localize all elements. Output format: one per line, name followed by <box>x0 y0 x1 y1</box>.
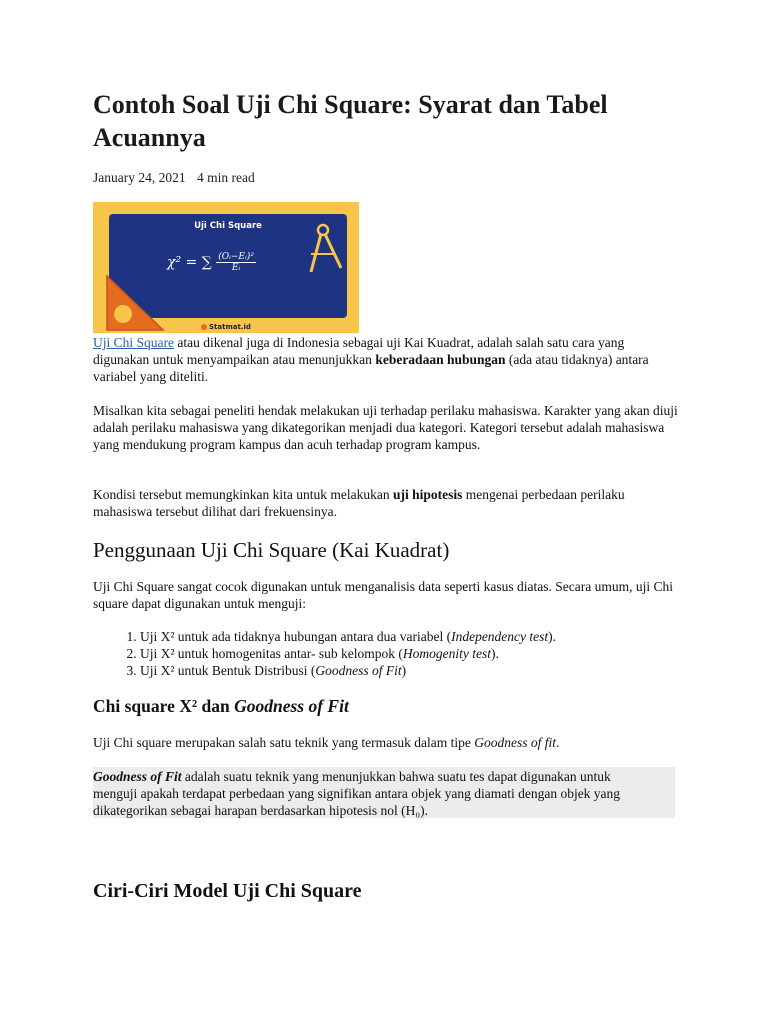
list-item-text: Uji X² untuk ada tidaknya hubungan antara dua variabel ( <box>140 629 452 644</box>
list-item <box>140 662 556 679</box>
intro-bold: keberadaan hubungan <box>375 352 506 367</box>
usage-intro: Uji Chi Square sangat cocok digunakan untuk menganalisis data seperti kasus diatas. Secara umum, uji Chi square dapat digunakan untuk menguji: <box>93 579 673 611</box>
p3-bold: uji hipotesis <box>392 487 463 502</box>
list-item-italic: Goodness of Fit <box>315 663 402 678</box>
intro-text-end: (ada atau tidaknya) antara variabel yang diteliti. <box>93 352 649 384</box>
p3-text: Kondisi tersebut memungkinkan kita untuk melakukan <box>93 487 393 502</box>
set-square-icon <box>101 268 171 333</box>
formula-numerator: (Oᵢ−Eᵢ)² <box>218 252 254 262</box>
chi-square-formula <box>167 252 256 273</box>
list-item-suffix: ). <box>490 646 499 661</box>
formula-fraction <box>216 252 256 273</box>
gof-heading-text: Chi square X² dan <box>93 696 235 716</box>
list-item <box>140 628 556 645</box>
section-heading-gof <box>93 695 349 717</box>
gof-heading-italic: Goodness of Fit <box>234 696 349 716</box>
formula-lhs: χ² = ∑ <box>167 254 212 271</box>
gof-paragraph <box>93 734 678 751</box>
compass-icon <box>301 222 351 282</box>
formula-denominator: Eᵢ <box>231 263 241 273</box>
uji-chi-square-link[interactable]: Uji Chi Square <box>93 335 174 350</box>
hero-panel-title: Uji Chi Square <box>194 221 262 231</box>
article-title: Contoh Soal Uji Chi Square: Syarat dan Tabel Acuannya <box>93 90 608 152</box>
publish-date: January 24, 2021 <box>93 170 186 185</box>
intro-paragraph-3 <box>93 486 678 520</box>
read-time: 4 min read <box>196 170 255 185</box>
list-item-suffix: ) <box>401 663 407 678</box>
hero-image <box>93 202 359 333</box>
gof-definition-term: Goodness of Fit <box>93 769 182 784</box>
list-item <box>140 645 556 662</box>
gof-definition-box <box>93 767 675 818</box>
intro-paragraph-2: Misalkan kita sebagai peneliti hendak melakukan uji terhadap perilaku mahasiswa. Karakter yang akan diuji adalah perilaku mahasiswa yang dikategorikan menjadi dua kategori. Kategori tersebut adalah mahasiswa yang mendukung program kampus dan acuh terhadap program kampus. <box>93 403 678 452</box>
gof-definition-text: adalah suatu teknik yang menunjukkan bahwa suatu tes dapat digunakan untuk menguji apakah terdapat perbedaan yang signifikan antara objek yang diamati dengan objek yang dikategorikan sebagai harapan berdasarkan hipotesis nol (H₀). <box>93 769 621 818</box>
list-item-suffix: ). <box>548 629 557 644</box>
list-item-italic: Homogenity test <box>402 646 491 661</box>
gof-italic: Goodness of fit <box>474 735 557 750</box>
p3-text-end: mengenai perbedaan perilaku mahasiswa tersebut dilihat dari frekuensinya. <box>93 487 625 519</box>
gof-definition <box>93 767 658 819</box>
intro-text: atau dikenal juga di Indonesia sebagai uji Kai Kuadrat, adalah salah satu cara yang digunakan untuk menyampaikan atau menunjukkan <box>93 335 625 367</box>
section-heading-usage: Penggunaan Uji Chi Square (Kai Kuadrat) <box>93 538 450 562</box>
intro-paragraph-1 <box>93 334 678 385</box>
list-item-text: Uji X² untuk Bentuk Distribusi ( <box>140 663 316 678</box>
list-item-text: Uji X² untuk homogenitas antar- sub kelompok ( <box>140 646 403 661</box>
usage-list <box>93 628 556 679</box>
section-heading-ciri: Ciri-Ciri Model Uji Chi Square <box>93 880 362 902</box>
list-item-italic: Independency test <box>451 629 549 644</box>
statmat-logo: Statmat.id <box>201 323 251 331</box>
gof-text: Uji Chi square merupakan salah satu teknik yang termasuk dalam tipe <box>93 735 475 750</box>
article-meta <box>93 170 255 186</box>
gof-text-end: . <box>556 735 560 750</box>
